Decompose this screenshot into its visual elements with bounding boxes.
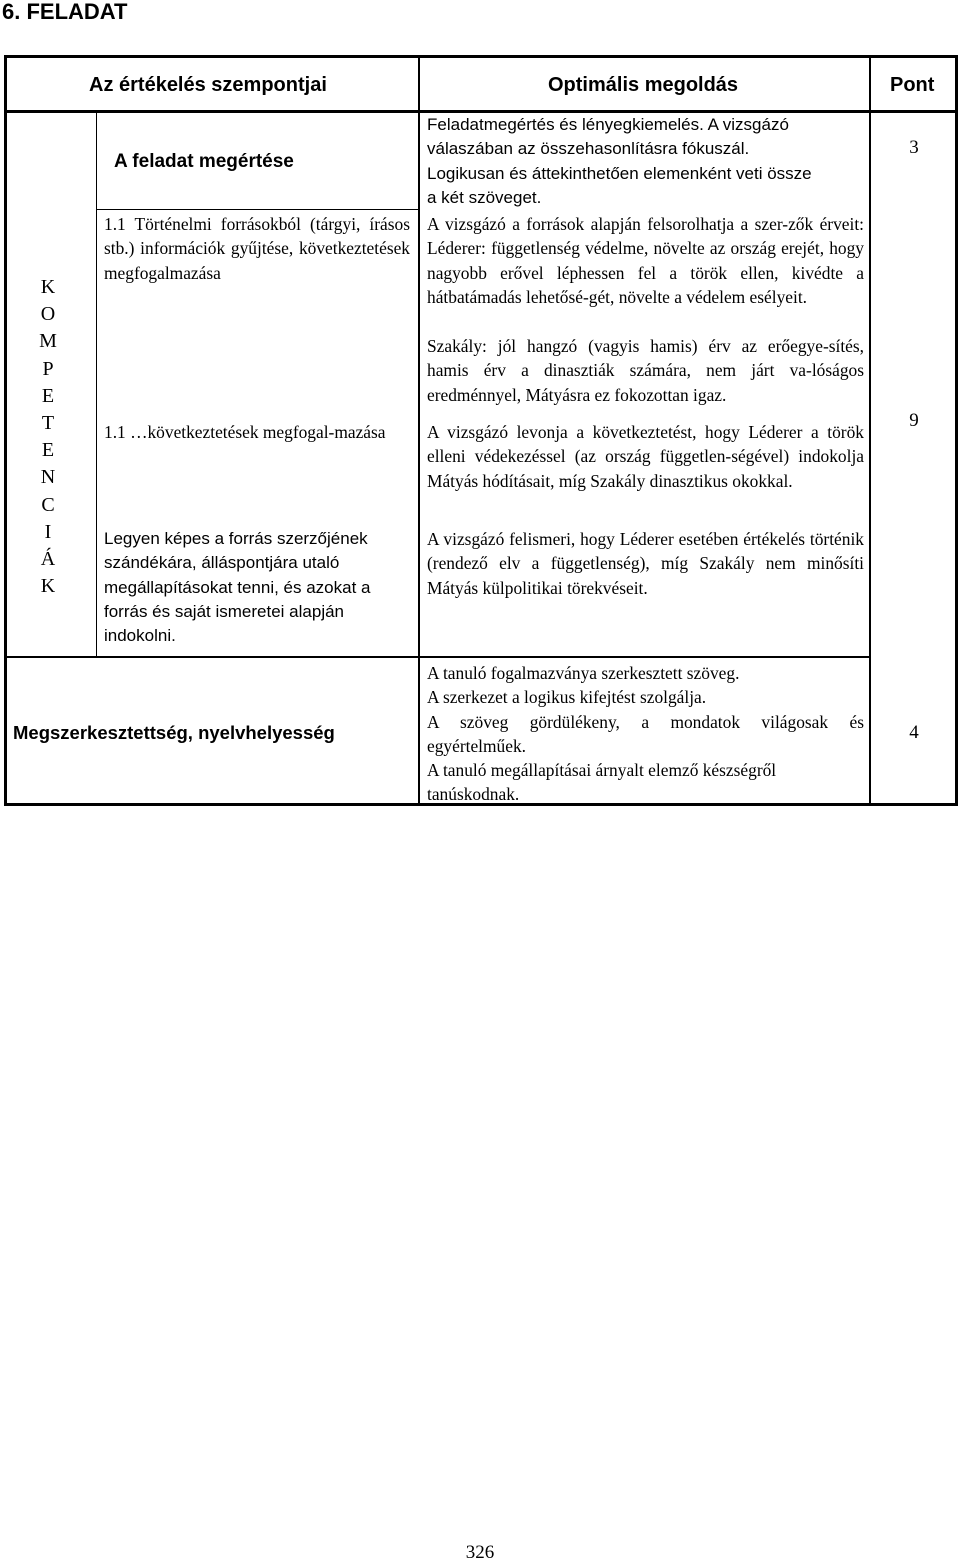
competence-solution-4: A vizsgázó felismeri, hogy Léderer esetében értékelés történik (rendező elv a függetlenség), míg Szakály nem minősíti Mátyás külpolitikai törekvéseit. [427, 529, 864, 598]
structure-solution-line: A szöveg gördülékeny, a mondatok világosak és egyértelműek. [427, 711, 864, 756]
points-column-rule [869, 58, 871, 803]
understanding-points: 3 [909, 137, 919, 158]
structure-criterion: Megszerkesztettség, nyelvhelyesség [13, 722, 335, 743]
structure-points: 4 [909, 722, 919, 743]
understanding-rule [96, 209, 419, 210]
competence-letter: T [41, 412, 55, 435]
header-points: Pont [890, 74, 935, 96]
competence-letter: I [44, 520, 52, 543]
header-solution: Optimális megoldás [548, 74, 739, 96]
competence-solution-3: A vizsgázó levonja a következtetést, hogy Léderer a török elleni védekezéssel (az ország független-ségével) indokolja Mátyás hódításait, míg Szakály dinasztikus okokkal. [427, 422, 864, 491]
competence-solution-2: Szakály: jól hangzó (vagyis hamis) érv az erőegye-sítés, hamis érv a dinasztiák számára, nem járt va-lóságos eredménnyel, Mátyásra ez fokozottan igaz. [427, 336, 864, 405]
competence-vertical-label [18, 274, 78, 600]
solution-column-rule [418, 58, 420, 803]
competence-letter: N [40, 466, 56, 489]
competence-letter: K [40, 276, 56, 298]
competence-criterion-2: 1.1 …következtetések megfogal-mazása [104, 422, 386, 442]
understanding-solution-line: Logikusan és áttekinthetően elemenként veti össze [427, 163, 812, 183]
understanding-solution [427, 113, 867, 210]
competence-solution-1: A vizsgázó a források alapján felsorolhatja a szer-zők érveit: Léderer: függetlenség védelme, növelte az ország erejét, hogy nagyobb erővel léphessen fel a török ellen, kivédte a hátbatámadás lehetősé-gét, növelte a védelem esélyeit. [427, 214, 864, 307]
structure-solution-line: A szerkezet a logikus kifejtést szolgálja. [427, 687, 707, 708]
competence-letter: Á [40, 548, 56, 571]
header-criteria: Az értékelés szempontjai [89, 74, 327, 96]
page-number: 326 [465, 1542, 495, 1563]
competence-points: 9 [909, 410, 919, 431]
structure-solution-line: A tanuló fogalmazványa szerkesztett szöveg. [427, 663, 740, 683]
competence-letter: M [39, 330, 57, 353]
competence-rule-bottom [7, 656, 870, 658]
competence-criterion-3: Legyen képes a forrás szerzőjének szándékára, álláspontjára utaló megállapításokat tenni, és azokat a forrás és saját ismeretei alapján indokolni. [104, 529, 371, 646]
understanding-criterion: A feladat megértése [114, 151, 294, 172]
competence-column-rule [96, 113, 97, 656]
competence-letter: E [41, 439, 55, 462]
competence-letter: E [41, 384, 55, 407]
competence-letter: C [41, 493, 55, 516]
understanding-solution-line: Feladatmegértés és lényegkiemelés. A vizsgázó [427, 115, 789, 134]
understanding-solution-line: a két szöveget. [427, 187, 542, 207]
understanding-solution-line: válaszában az összehasonlításra fókuszál. [427, 139, 750, 159]
task-title: 6. FELADAT [2, 0, 128, 24]
structure-solution-line: A tanuló megállapításai árnyalt elemző készségről tanúskodnak. [427, 760, 777, 805]
competence-letter: O [40, 303, 56, 326]
structure-solution [427, 661, 864, 807]
competence-letter: P [42, 357, 54, 380]
competence-criterion-1: 1.1 Történelmi forrásokból (tárgyi, írásos stb.) információk gyűjtése, következtetések megfogalmazása [104, 214, 410, 283]
competence-letter: K [40, 575, 56, 598]
